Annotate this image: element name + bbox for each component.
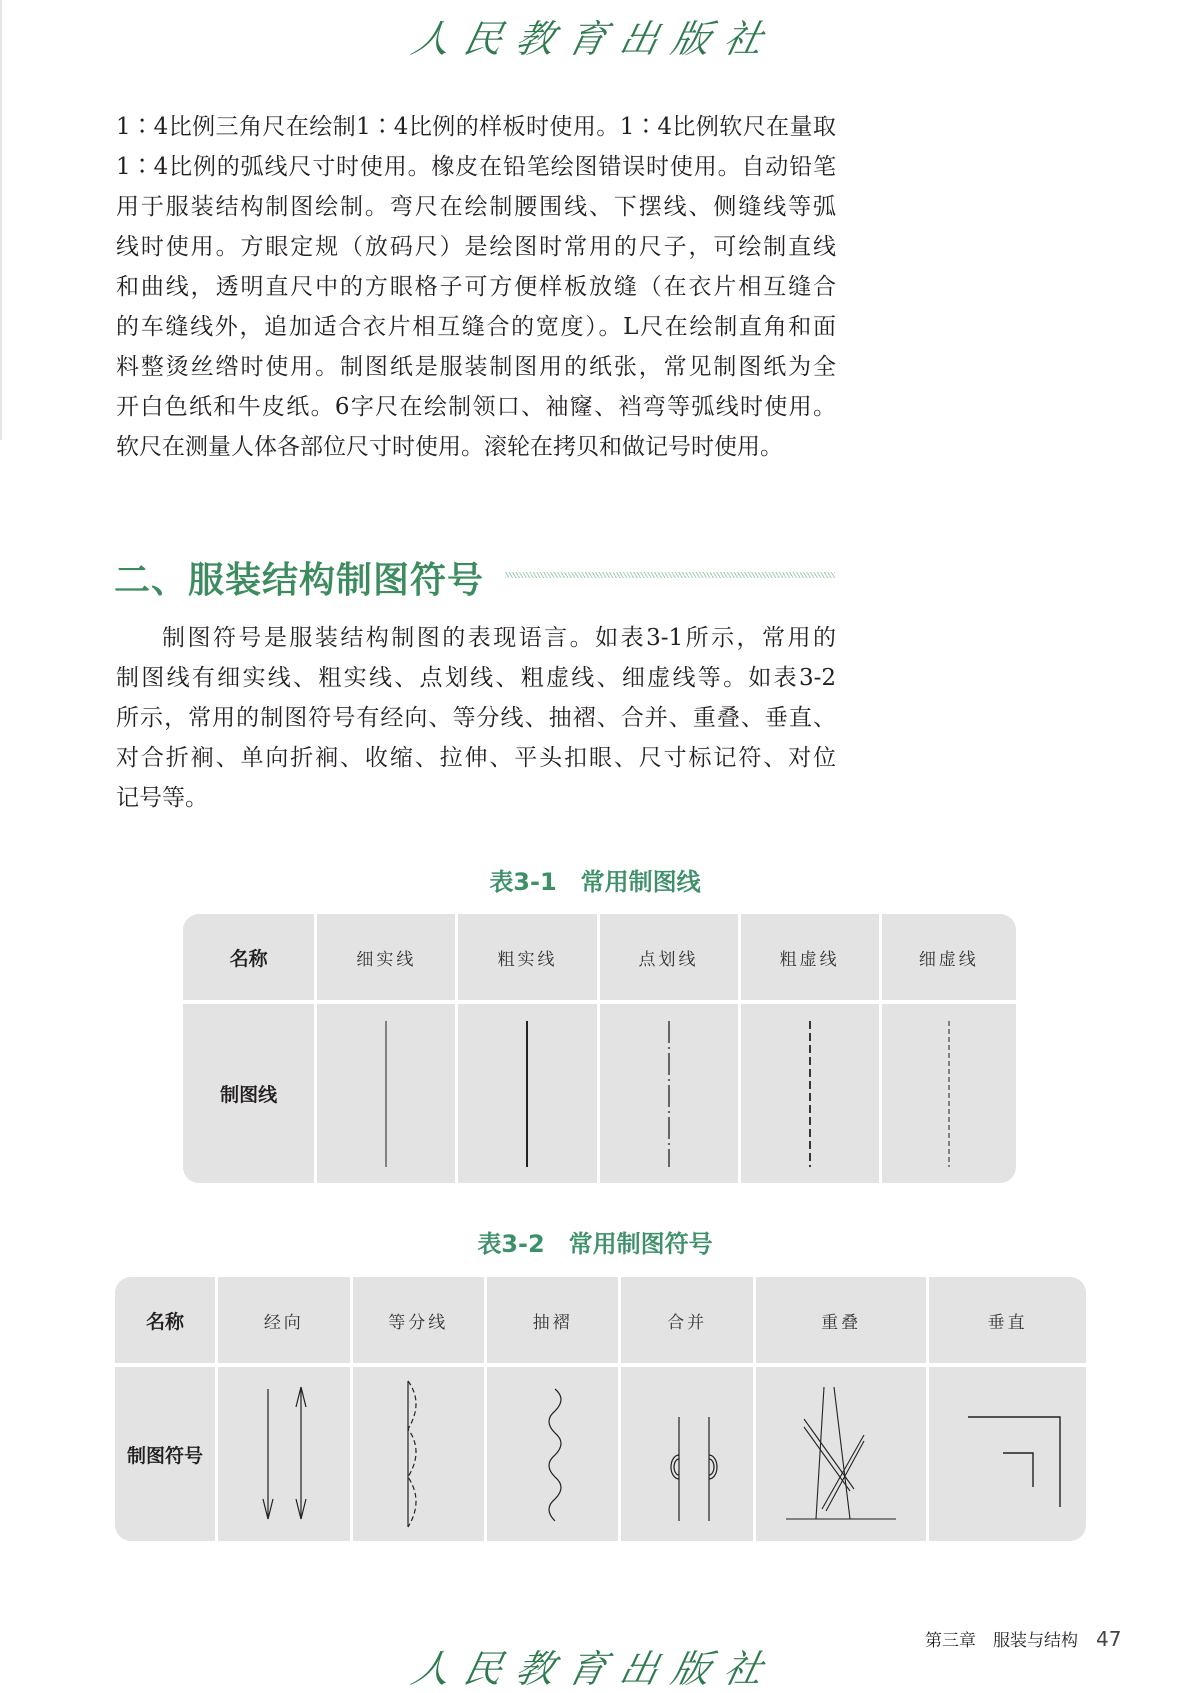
column-header: 经向 [218,1277,352,1367]
row-header-graphic: 制图符号 [115,1367,218,1541]
column-header: 粗虚线 [741,914,882,1004]
perpendicular-symbol [929,1367,1086,1541]
text-line: 1∶4比例三角尺在绘制1∶4比例的样板时使用。1∶4比例软尺在量取 [116,114,836,140]
paragraph-tools [116,107,836,467]
publisher-logo-bottom: 人民教育出版社 [407,1647,781,1691]
thick-solid-line-sample [458,1004,599,1183]
paragraph-symbols [116,618,836,818]
text-line: 的车缝线外，追加适合衣片相互缝合的宽度）。L尺在绘制直角和面 [116,314,836,340]
text-line: 软尺在测量人体各部位尺寸时使用。滚轮在拷贝和做记号时使用。 [116,434,783,460]
table-drawing-symbols [115,1277,1086,1541]
column-header: 细实线 [317,914,458,1004]
text-line: 开白色纸和牛皮纸。6字尺在绘制领口、袖窿、裆弯等弧线时使用。 [116,394,836,420]
column-header: 等分线 [353,1277,487,1367]
text-line: 所示，常用的制图符号有经向、等分线、抽褶、合并、重叠、垂直、 [116,705,836,731]
page-number: 47 [1096,1627,1122,1651]
column-header: 抽褶 [487,1277,621,1367]
equal-division-symbol [353,1367,487,1541]
row-header-graphic: 制图线 [183,1004,317,1183]
chapter-label: 第三章 服装与结构 [925,1631,1078,1651]
text-line: 1∶4比例的弧线尺寸时使用。橡皮在铅笔绘图错误时使用。自动铅笔 [116,154,836,180]
dash-dot-line-sample [600,1004,741,1183]
heading-decoration [505,572,835,578]
merge-symbol [621,1367,755,1541]
column-header: 重叠 [756,1277,930,1367]
gathering-symbol [487,1367,621,1541]
page-edge-line [0,0,2,440]
thin-dashed-line-sample [882,1004,1016,1183]
table2-title: 表3-2 常用制图符号 [477,1230,713,1258]
text-line: 和曲线，透明直尺中的方眼格子可方便样板放缝（在衣片相互缝合 [116,274,836,300]
thick-dashed-line-sample [741,1004,882,1183]
text-line: 制图线有细实线、粗实线、点划线、粗虚线、细虚线等。如表3-2 [116,665,836,691]
thin-solid-line-sample [317,1004,458,1183]
text-line: 记号等。 [116,785,208,811]
text-line: 用于服装结构制图绘制。弯尺在绘制腰围线、下摆线、侧缝线等弧 [116,194,836,220]
column-header: 垂直 [929,1277,1086,1367]
text-line: 料整烫丝绺时使用。制图纸是服装制图用的纸张，常见制图纸为全 [116,354,836,380]
table-drawing-lines [183,914,1016,1183]
column-header: 粗实线 [458,914,599,1004]
overlap-symbol [756,1367,930,1541]
text-line: 制图符号是服装结构制图的表现语言。如表3-1所示，常用的 [162,625,836,651]
column-header: 合并 [621,1277,755,1367]
grain-direction-symbol [218,1367,352,1541]
row-header-name: 名称 [183,914,317,1004]
publisher-logo-top: 人民教育出版社 [407,17,781,61]
column-header: 点划线 [600,914,741,1004]
table1-title: 表3-1 常用制图线 [489,868,701,896]
row-header-name: 名称 [115,1277,218,1367]
section-heading: 二、服装结构制图符号 [114,560,485,601]
column-header: 细虚线 [882,914,1016,1004]
text-line: 对合折裥、单向折裥、收缩、拉伸、平头扣眼、尺寸标记符、对位 [116,745,836,771]
text-line: 线时使用。方眼定规（放码尺）是绘图时常用的尺子，可绘制直线 [116,234,836,260]
